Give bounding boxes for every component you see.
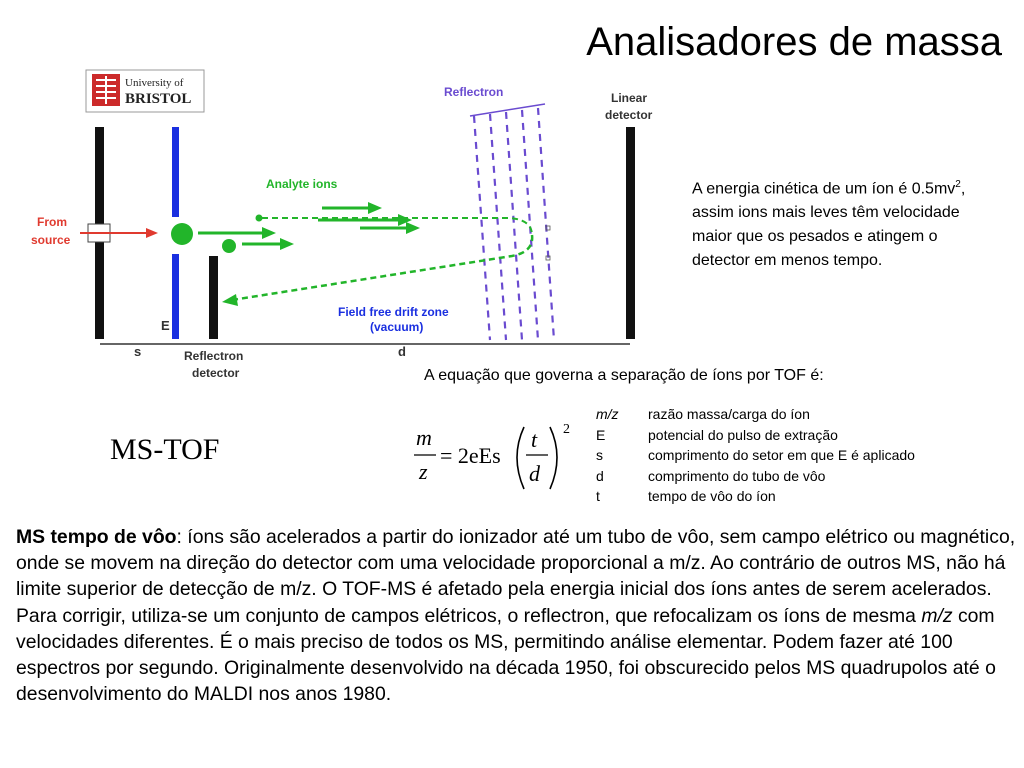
legend-desc: tempo de vôo do íon <box>648 488 776 504</box>
return-arrowhead <box>222 294 238 306</box>
tiny-ion <box>256 215 263 222</box>
paragraph-italic: m/z <box>921 604 953 627</box>
reflectron-grid <box>474 108 554 340</box>
from-source-label-2: source <box>31 233 71 247</box>
legend-desc: potencial do pulso de extração <box>648 426 838 443</box>
variable-legend <box>596 404 915 507</box>
field-free-label-2: (vacuum) <box>370 320 424 334</box>
tof-formula <box>410 417 580 495</box>
analyte-ions-label: Analyte ions <box>266 177 338 191</box>
legend-symbol: d <box>596 467 604 484</box>
tof-diagram <box>0 60 680 400</box>
reflectron-detector-label-2: detector <box>192 366 240 380</box>
label-E: E <box>161 318 170 333</box>
field-free-label-1: Field free drift zone <box>338 305 449 319</box>
legend-row <box>596 404 915 425</box>
paragraph-text-1: : íons são acelerados a partir do ionizador até um tubo de vôo, sem campo elétrico ou magnético, onde se movem na direção do detector com uma velocidade proporcional a m/z. Ao contrário de outros MS, não há limite superior de detecção de m/z. O TOF-MS é afetado pela energia inicial dos íons antes de serem acelerados. Para corrigir, utiliza-se um conjunto de campos elétricos, o reflectron, que refocalizam os íons de mesma <box>16 526 1016 627</box>
formula-d: d <box>529 461 540 486</box>
description-paragraph <box>16 524 1016 707</box>
slide-title: Analisadores de massa <box>586 20 1002 64</box>
logo-line-2: BRISTOL <box>125 91 192 107</box>
reflectron-label: Reflectron <box>444 85 504 99</box>
legend-symbol: m/z <box>596 406 619 422</box>
formula-rhs: = 2eEs <box>440 443 501 468</box>
label-d: d <box>398 344 406 359</box>
formula-t: t <box>531 427 538 452</box>
logo-line-1: University of <box>125 77 184 89</box>
linear-detector-plate <box>626 127 635 339</box>
paragraph-text-2: com velocidades diferentes. É o mais preciso de todos os MS, permitindo análise elementar. Podem fazer até 100 espectros por segundo. Originalmente desenvolvido na década 1950, foi obscurecido pelos MS quadrupolos até o desenvolvimento do MALDI nos anos 1980. <box>16 604 996 706</box>
kinetic-energy-note <box>692 173 972 273</box>
reflectron-detector-plate <box>209 256 218 339</box>
formula-left-paren <box>517 427 524 489</box>
equation-intro: A equação que governa a separação de íons por TOF é: <box>424 367 824 384</box>
legend-row <box>596 486 915 507</box>
source-arrowhead <box>146 228 158 238</box>
legend-desc: comprimento do setor em que E é aplicado <box>648 447 915 463</box>
legend-row <box>596 425 915 446</box>
note-text-b: , assim ions mais leves têm velocidade maior que os pesados e atingem o detector em menos tempo. <box>692 180 966 270</box>
label-s: s <box>134 344 142 359</box>
from-source-label-1: From <box>37 215 67 229</box>
paragraph-heading: MS tempo de vôo <box>16 526 177 548</box>
legend-symbol: E <box>596 426 606 443</box>
formula-right-paren <box>550 427 557 489</box>
legend-row <box>596 466 915 487</box>
reflectron-top-line <box>470 104 545 116</box>
extraction-electrode-top <box>172 127 179 217</box>
legend-row <box>596 445 915 466</box>
university-logo <box>86 70 204 112</box>
small-ion <box>222 239 236 253</box>
linear-detector-label-1: Linear <box>611 91 648 105</box>
ms-tof-label: MS-TOF <box>110 433 220 466</box>
reflectron-detector-label-1: Reflectron <box>184 349 244 363</box>
linear-detector-label-2: detector <box>605 108 653 122</box>
legend-symbol: t <box>596 488 600 504</box>
formula-z: z <box>419 459 428 484</box>
legend-desc: razão massa/carga do íon <box>648 406 810 422</box>
large-ion <box>171 223 193 245</box>
note-superscript: 2 <box>955 179 961 190</box>
note-text-a: A energia cinética de um íon é 0.5mv <box>692 180 956 198</box>
formula-m: m <box>416 425 432 450</box>
legend-symbol: s <box>596 447 603 463</box>
formula-exponent: 2 <box>563 422 570 437</box>
legend-desc: comprimento do tubo de vôo <box>648 467 826 484</box>
extraction-electrode-bottom <box>172 254 179 339</box>
